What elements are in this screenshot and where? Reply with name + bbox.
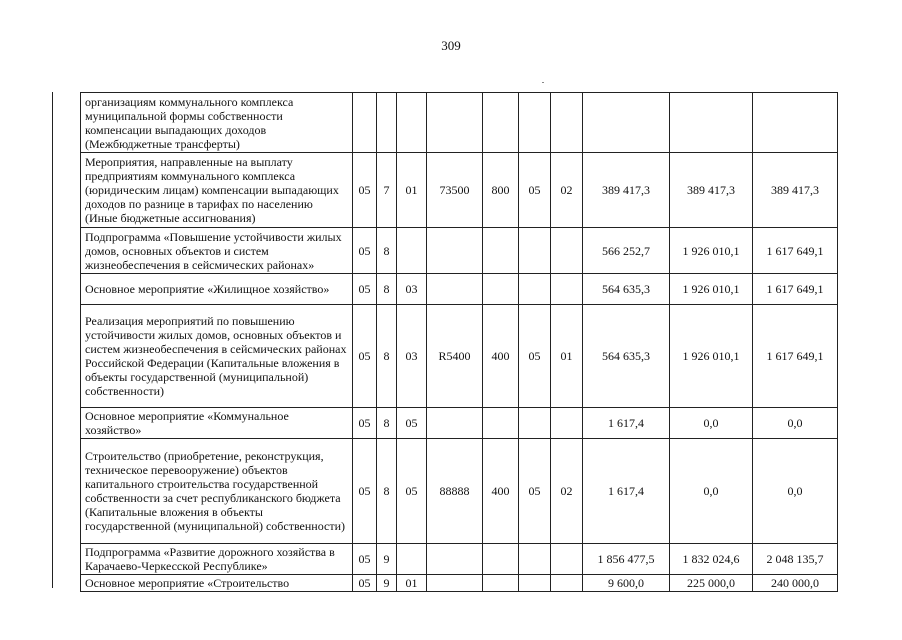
cell-code-1: 05 [353,305,377,408]
cell-code-1: 05 [353,575,377,592]
cell-code-2: 8 [377,228,397,274]
cell-value-1: 1 856 477,5 [583,544,670,575]
cell-code-4: 73500 [427,153,483,228]
cell-code-2 [377,93,397,153]
cell-code-7 [551,93,583,153]
cell-code-7 [551,408,583,439]
cell-value-2: 1 926 010,1 [670,274,753,305]
table-row [81,408,838,439]
table-row [81,305,838,408]
cell-code-1: 05 [353,439,377,544]
row-name: Строительство (приобретение, реконструкция, техническое перевооружение) объектов капитального строительства государственной собственности за счет республиканского бюджета (Капитальные вложения в объекты государственной (муниципальной) собственности) [81,439,353,544]
cell-value-2 [670,93,753,153]
cell-value-3 [753,93,838,153]
budget-table [80,92,838,592]
cell-code-5 [483,544,519,575]
cell-code-7: 02 [551,439,583,544]
cell-value-3: 240 000,0 [753,575,838,592]
cell-value-2: 1 926 010,1 [670,305,753,408]
cell-value-3: 389 417,3 [753,153,838,228]
cell-value-1 [583,93,670,153]
table-row [81,228,838,274]
cell-code-4 [427,93,483,153]
cell-value-3: 1 617 649,1 [753,305,838,408]
table-row [81,93,838,153]
budget-table-body [81,93,838,592]
row-name: организациям коммунального комплекса муниципальной формы собственности компенсации выпадающих доходов (Межбюджетные трансферты) [81,93,353,153]
cell-code-2: 9 [377,575,397,592]
cell-code-3 [397,93,427,153]
cell-code-5 [483,408,519,439]
cell-code-5 [483,93,519,153]
cell-code-3 [397,544,427,575]
cell-code-7 [551,544,583,575]
cell-code-1 [353,93,377,153]
cell-code-7 [551,575,583,592]
cell-code-1: 05 [353,153,377,228]
row-name: Основное мероприятие «Коммунальное хозяйство» [81,408,353,439]
row-name: Подпрограмма «Развитие дорожного хозяйства в Карачаево-Черкесской Республике» [81,544,353,575]
table-row [81,575,838,592]
cell-value-1: 9 600,0 [583,575,670,592]
cell-code-1: 05 [353,408,377,439]
cell-value-1: 1 617,4 [583,439,670,544]
cell-value-2: 1 832 024,6 [670,544,753,575]
cell-value-1: 566 252,7 [583,228,670,274]
cell-code-4 [427,408,483,439]
cell-value-2: 389 417,3 [670,153,753,228]
cell-code-6: 05 [519,153,551,228]
cell-code-6: 05 [519,439,551,544]
cell-code-7 [551,274,583,305]
cell-code-2: 8 [377,305,397,408]
cell-value-1: 564 635,3 [583,305,670,408]
cell-code-3: 01 [397,153,427,228]
row-name: Основное мероприятие «Жилищное хозяйство» [81,274,353,305]
table-row [81,153,838,228]
cell-code-7: 02 [551,153,583,228]
cell-value-3: 2 048 135,7 [753,544,838,575]
cell-code-3 [397,228,427,274]
cell-code-5 [483,274,519,305]
cell-code-5: 800 [483,153,519,228]
row-name: Мероприятия, направленные на выплату предприятиям коммунального комплекса (юридическим лицам) компенсации выпадающих доходов по разнице в тарифах по населению (Иные бюджетные ассигнования) [81,153,353,228]
cell-code-6 [519,575,551,592]
cell-value-1: 1 617,4 [583,408,670,439]
cell-code-6 [519,408,551,439]
cell-value-2: 0,0 [670,439,753,544]
cell-code-4 [427,575,483,592]
cell-code-3: 03 [397,305,427,408]
table-row [81,274,838,305]
cell-value-3: 1 617 649,1 [753,274,838,305]
cell-code-6: 05 [519,305,551,408]
left-margin-rule [52,92,53,588]
cell-code-5 [483,228,519,274]
cell-value-2: 1 926 010,1 [670,228,753,274]
table-row [81,544,838,575]
cell-code-2: 8 [377,408,397,439]
cell-code-6 [519,228,551,274]
table-row [81,439,838,544]
cell-code-4 [427,228,483,274]
cell-value-1: 564 635,3 [583,274,670,305]
cell-code-4: R5400 [427,305,483,408]
cell-code-3: 03 [397,274,427,305]
cell-code-4 [427,274,483,305]
page-number: 309 [441,38,461,53]
cell-code-6 [519,544,551,575]
cell-value-3: 0,0 [753,439,838,544]
cell-value-2: 0,0 [670,408,753,439]
cell-code-7 [551,228,583,274]
cell-code-1: 05 [353,228,377,274]
cell-value-1: 389 417,3 [583,153,670,228]
cell-code-3: 05 [397,439,427,544]
cell-code-5 [483,575,519,592]
cell-code-6 [519,274,551,305]
cell-code-7: 01 [551,305,583,408]
cell-code-5: 400 [483,305,519,408]
cell-code-3: 01 [397,575,427,592]
cell-code-2: 8 [377,274,397,305]
cell-code-2: 8 [377,439,397,544]
cell-code-4 [427,544,483,575]
cell-value-3: 0,0 [753,408,838,439]
cell-code-4: 88888 [427,439,483,544]
row-name: Подпрограмма «Повышение устойчивости жилых домов, основных объектов и систем жизнеобеспечения в сейсмических районах» [81,228,353,274]
cell-code-6 [519,93,551,153]
cell-code-5: 400 [483,439,519,544]
cell-code-3: 05 [397,408,427,439]
row-name: Реализация мероприятий по повышению устойчивости жилых домов, основных объектов и систем жизнеобеспечения в сейсмических районах Российской Федерации (Капитальные вложения в объекты государственной (муниципальной) собственности) [81,305,353,408]
cell-code-1: 05 [353,274,377,305]
row-name: Основное мероприятие «Строительство [81,575,353,592]
scan-speck [542,82,544,83]
cell-code-2: 7 [377,153,397,228]
cell-value-3: 1 617 649,1 [753,228,838,274]
cell-code-2: 9 [377,544,397,575]
cell-code-1: 05 [353,544,377,575]
cell-value-2: 225 000,0 [670,575,753,592]
